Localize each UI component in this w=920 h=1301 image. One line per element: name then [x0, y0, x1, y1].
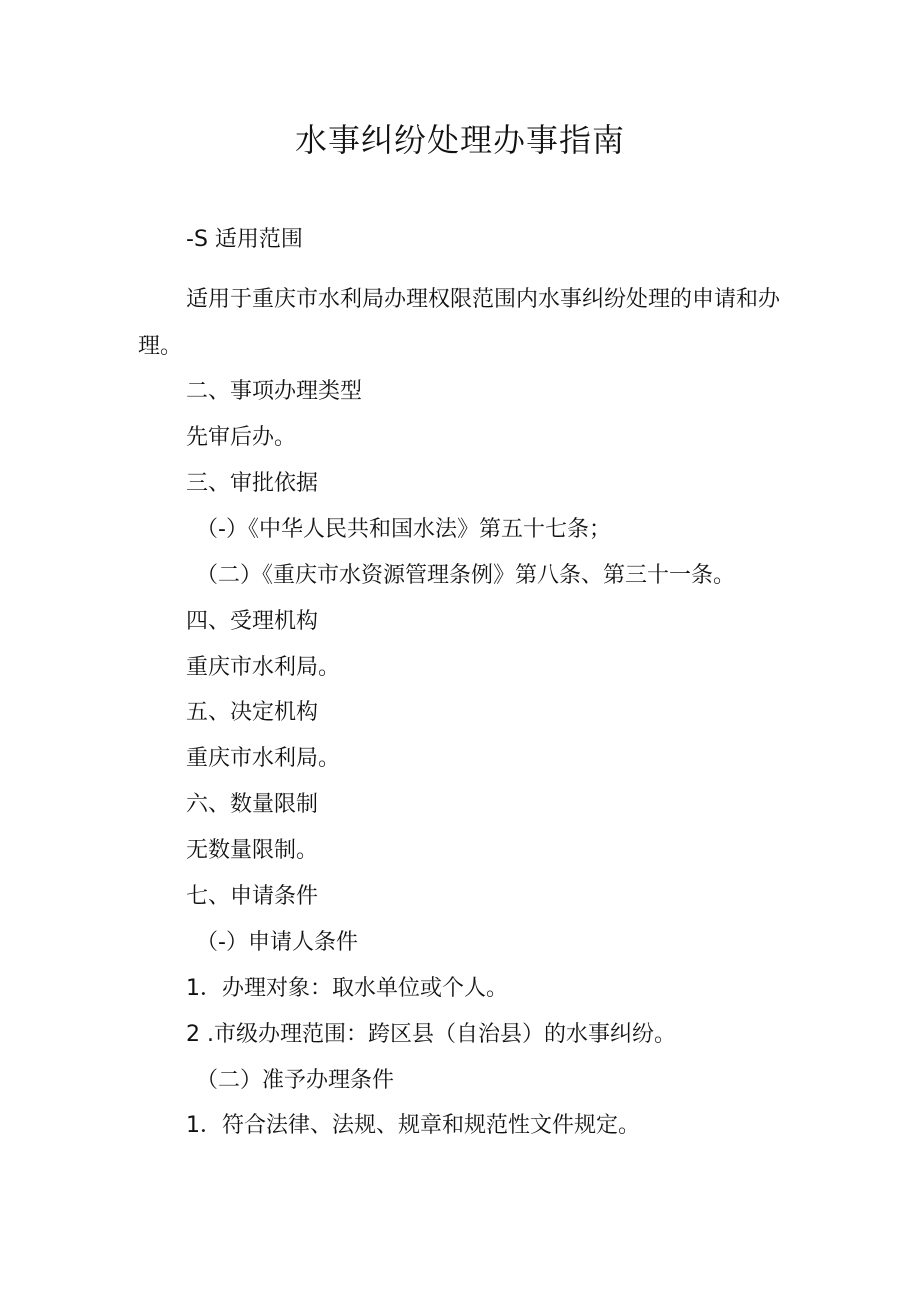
condition-applicant-item-2: 2 .市级办理范围：跨区县（自治县）的水事纠纷。: [186, 1022, 676, 1047]
section-heading-condition: 七、申请条件: [186, 884, 319, 909]
section-heading-accept: 四、受理机构: [186, 609, 319, 634]
condition-subheading-applicant: （-）申请人条件: [196, 930, 358, 955]
limit-text: 无数量限制。: [186, 838, 319, 863]
condition-subheading-approval: （二）准予办理条件: [196, 1068, 395, 1093]
scope-text-line-1: 适用于重庆市水利局办理权限范围内水事纠纷处理的申请和办: [186, 287, 781, 312]
section-heading-decide: 五、决定机构: [186, 700, 319, 725]
section-heading-type: 二、事项办理类型: [186, 379, 363, 404]
type-text: 先审后办。: [186, 425, 297, 450]
document-title: 水事纠纷处理办事指南: [294, 121, 625, 159]
scope-text-line-2: 理。: [138, 334, 183, 359]
condition-applicant-item-1: 1．办理对象：取水单位或个人。: [186, 976, 508, 1001]
section-heading-scope: -S 适用范围: [186, 227, 303, 252]
basis-item-1: （-）《中华人民共和国水法》第五十七条；: [196, 517, 611, 542]
basis-item-2: （二）《重庆市水资源管理条例》第八条、第三十一条。: [196, 563, 736, 588]
section-heading-limit: 六、数量限制: [186, 792, 319, 817]
section-heading-basis: 三、审批依据: [186, 471, 319, 496]
condition-approval-item-1: 1．符合法律、法规、规章和规范性文件规定。: [186, 1113, 640, 1138]
accept-text: 重庆市水利局。: [186, 655, 341, 680]
decide-text: 重庆市水利局。: [186, 746, 341, 771]
